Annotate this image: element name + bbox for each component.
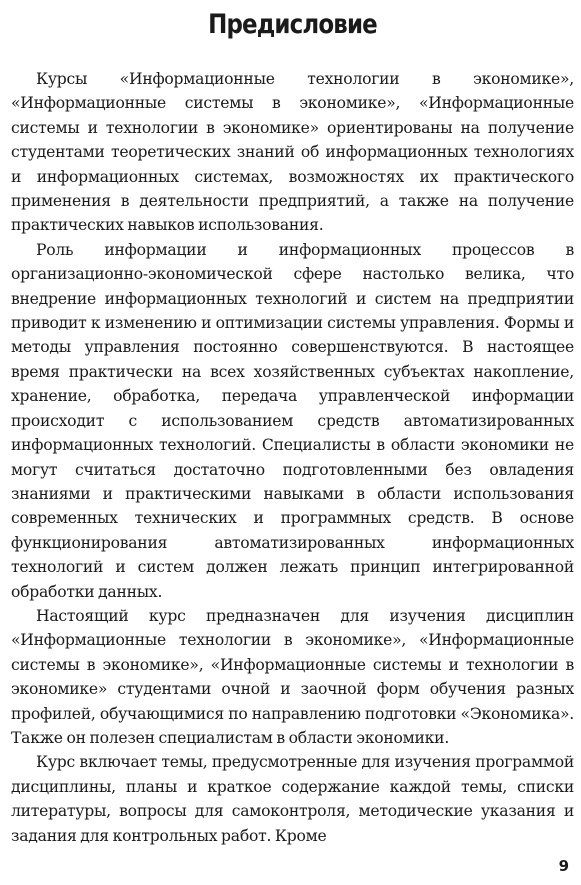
paragraph: Курсы «Информационные технологии в экономике», «Информационные системы в экономике», «Информационные системы и технологии в экономике» ориентированы на получение студентами теоретических знаний об информационных технологиях и информационных системах, возможностях их практического применения в деятельности предприятий, а также на получение практических навыков использования. bbox=[11, 70, 574, 235]
paragraph: Курс включает темы, предусмотренные для изучения программой дисциплины, планы и краткое содержание каждой темы, списки литературы, вопросы для самоконтроля, методические указания и задания для контрольных работ. Кроме bbox=[11, 753, 574, 845]
body-text bbox=[11, 67, 574, 848]
page-number: 9 bbox=[558, 857, 569, 875]
paragraph: Настоящий курс предназначен для изучения дисциплин «Информационные технологии в экономике», «Информационные системы в экономике», «Информационные системы и технологии в экономике» студентами очной и заочной форм обучения разных профилей, обучающимися по направлению подготовки «Экономика». Также он полезен специалистам в области экономики. bbox=[11, 606, 574, 747]
page-title: Предисловие bbox=[208, 9, 377, 40]
paragraph: Роль информации и информационных процессов в организационно-экономической сфере настолько велика, что внедрение информационных технологий и систем на предприятии приводит к изменению и оптимизации системы управления. Формы и методы управления постоянно совершенствуются. В настоящее время практически на всех хозяйственных субъектах накопление, хранение, обработка, передача управленческой информации происходит с использованием средств автоматизированных информационных технологий. Специалисты в области экономики не могут считаться достаточно подготовленными без овладения знаниями и практическими навыками в области использования современных технических и программных средств. В основе функционирования автоматизированных информационных технологий и систем должен лежать принцип интегрированной обработки данных. bbox=[11, 240, 574, 601]
